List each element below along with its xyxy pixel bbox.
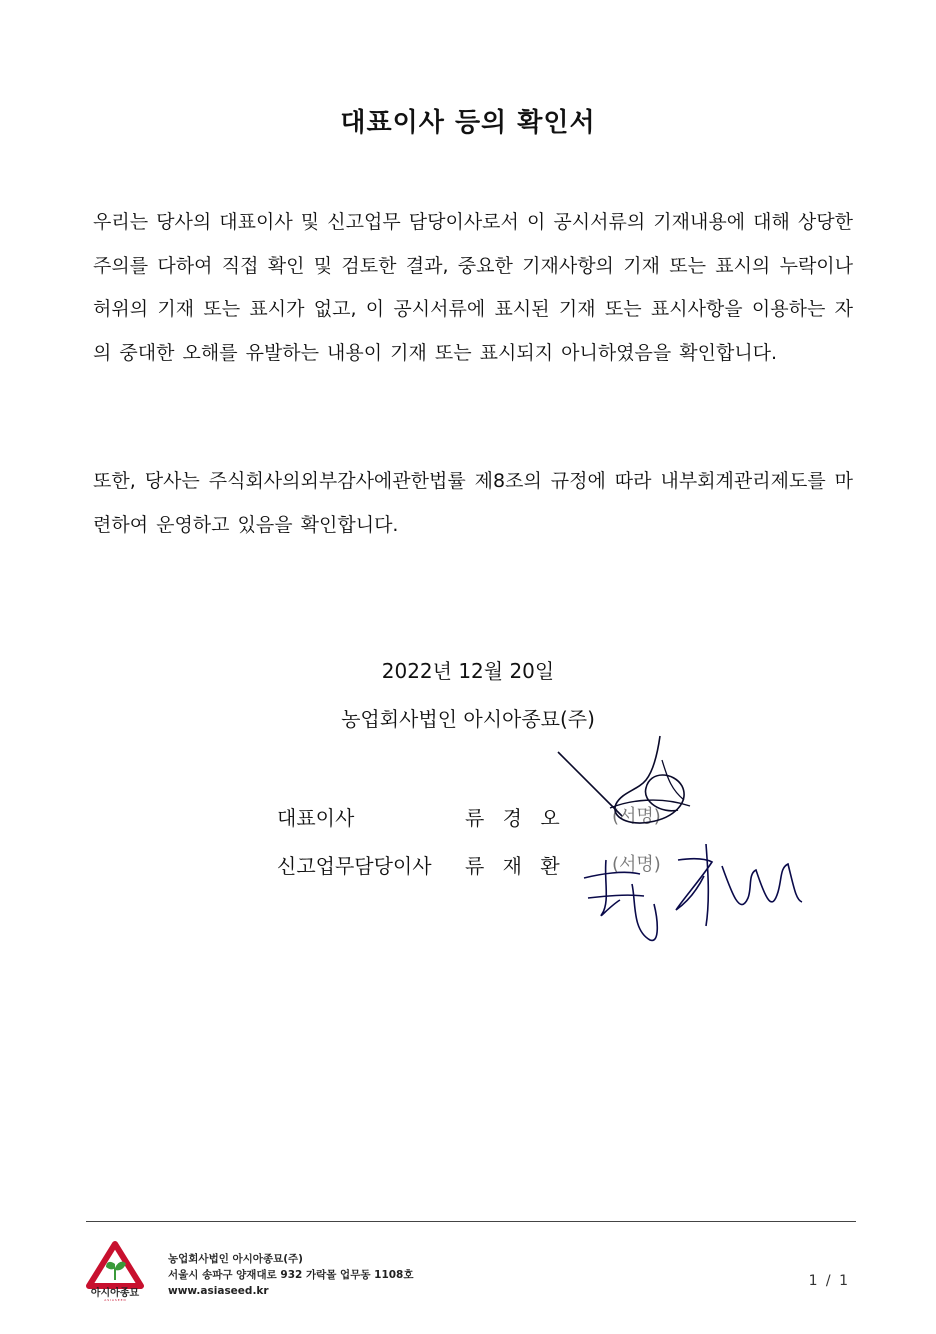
logo-triangle-icon [82,1240,148,1302]
signatory-role: 신고업무담당이사 [277,854,432,878]
confirmation-paragraph: 우리는 당사의 대표이사 및 신고업무 담당이사로서 이 공시서류의 기재내용에 대해 상당한 주의를 다하여 직접 확인 및 검토한 결과, 중요한 기재사항의 기재 또는 표시의 누락이나 허위의 기재 또는 표시가 없고, 이 공시서류에 표시된 기재 또는 표시사항을 이용하는 자의 중대한 오해를 유발하는 내용이 기재 또는 표시되지 아니하였음을 확인합니다. [93,211,853,364]
signatory-name: 류 경 오 [465,806,566,830]
footer-website: www.asiaseed.kr [168,1285,269,1297]
signatory-role: 대표이사 [277,806,355,830]
footer-info [168,1251,414,1299]
logo-wordmark: 아시아종묘 [90,1288,140,1299]
page-number: 1 / 1 [808,1273,850,1289]
document-date: 2022년 12월 20일 [381,659,555,683]
logo-subtext: A S I A S E E D [104,1298,126,1302]
company-logo [82,1240,148,1302]
footer-divider [86,1221,856,1222]
internal-control-paragraph: 또한, 당사는 주식회사의외부감사에관한법률 제8조의 규정에 따라 내부회계관리제도를 마련하여 운영하고 있음을 확인합니다. [93,470,853,536]
signature-label: (서명) [612,854,661,875]
signatory-name: 류 재 환 [465,854,566,878]
signature-label: (서명) [612,806,661,827]
company-name: 농업회사법인 아시아종묘(주) [341,707,595,731]
document-title: 대표이사 등의 확인서 [340,108,596,138]
footer-address: 서울시 송파구 양재대로 932 가락몰 업무동 1108호 [168,1269,414,1281]
footer-company: 농업회사법인 아시아종묘(주) [168,1253,303,1265]
